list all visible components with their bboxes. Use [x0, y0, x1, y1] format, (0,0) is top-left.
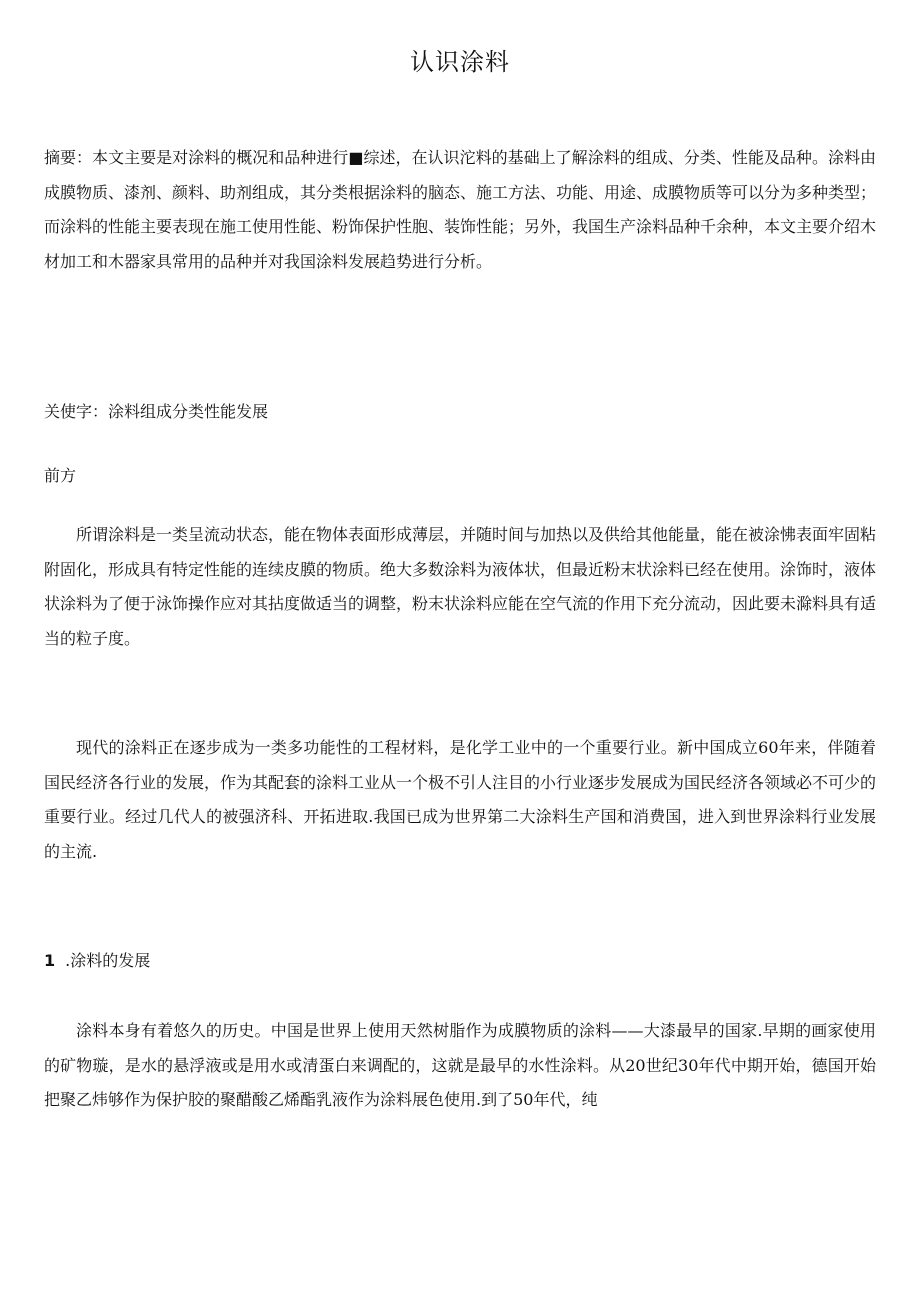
body-paragraph-1: 所谓涂料是一类呈流动状态，能在物体表面形成薄层，并随时间与加热以及供给其他能量，能在被涂怫表面牢固粘附固化，形成具有特定性能的连续皮膜的物质。绝大多数涂料为液体状，但最近粉末状涂料已经在使用。涂饰时，液体状涂料为了便于泳饰操作应对其拈度做适当的调整，粉末状涂料应能在空气流的作用下充分流动，因此要未滁料具有适当的粒子度。 — [44, 525, 877, 648]
section-1-title: .涂料的发展 — [65, 951, 151, 970]
abstract-paragraph: 摘要：本文主要是对涂料的概况和品种进行■综述，在认识沱料的基础上了解涂料的组成、分类、性能及品种。涂料由成膜物质、漆剂、颜料、助剂组成，其分类根据涂料的脑态、施工方法、功能、用途、成膜物质等可以分为多种类型；而涂料的性能主要表现在施工使用性能、粉饰保护性胞、装饰性能；另外，我国生产涂料品种千余种，本文主要介绍木材加工和木器家具常用的品种并对我国涂料发展趋势进行分析。 — [44, 148, 877, 271]
keywords-line: 关使字：涂料组成分类性能发展 — [44, 402, 269, 421]
section-1-number: 1 — [44, 951, 56, 970]
document-title: 认识涂料 — [410, 48, 510, 76]
section-1-heading — [44, 944, 150, 979]
preface-heading: 前方 — [44, 466, 77, 485]
section-1-paragraph: 涂料本身有着悠久的历史。中国是世界上使用天然树脂作为成膜物质的涂料——大漆最早的国家.早期的画家使用的矿物璇，是水的悬浮液或是用水或清蛋白来调配的，这就是最早的水性涂料。从20世纪30年代中期开始，德国开始把聚乙炜够作为保护胶的聚醋酸乙烯酯乳液作为涂料展色使用.到了50年代，纯 — [44, 1021, 876, 1109]
body-paragraph-2: 现代的涂料正在逐步成为一类多功能性的工程材料，是化学工业中的一个重要行业。新中国成立60年来，伴随着国民经济各行业的发展，作为其配套的涂料工业从一个极不引人注目的小行业逐步发展成为国民经济各领域必不可少的重要行业。经过几代人的被强济科、开拓进取.我国已成为世界第二大涂料生产国和消费国，进入到世界涂料行业发展的主流. — [44, 738, 877, 861]
